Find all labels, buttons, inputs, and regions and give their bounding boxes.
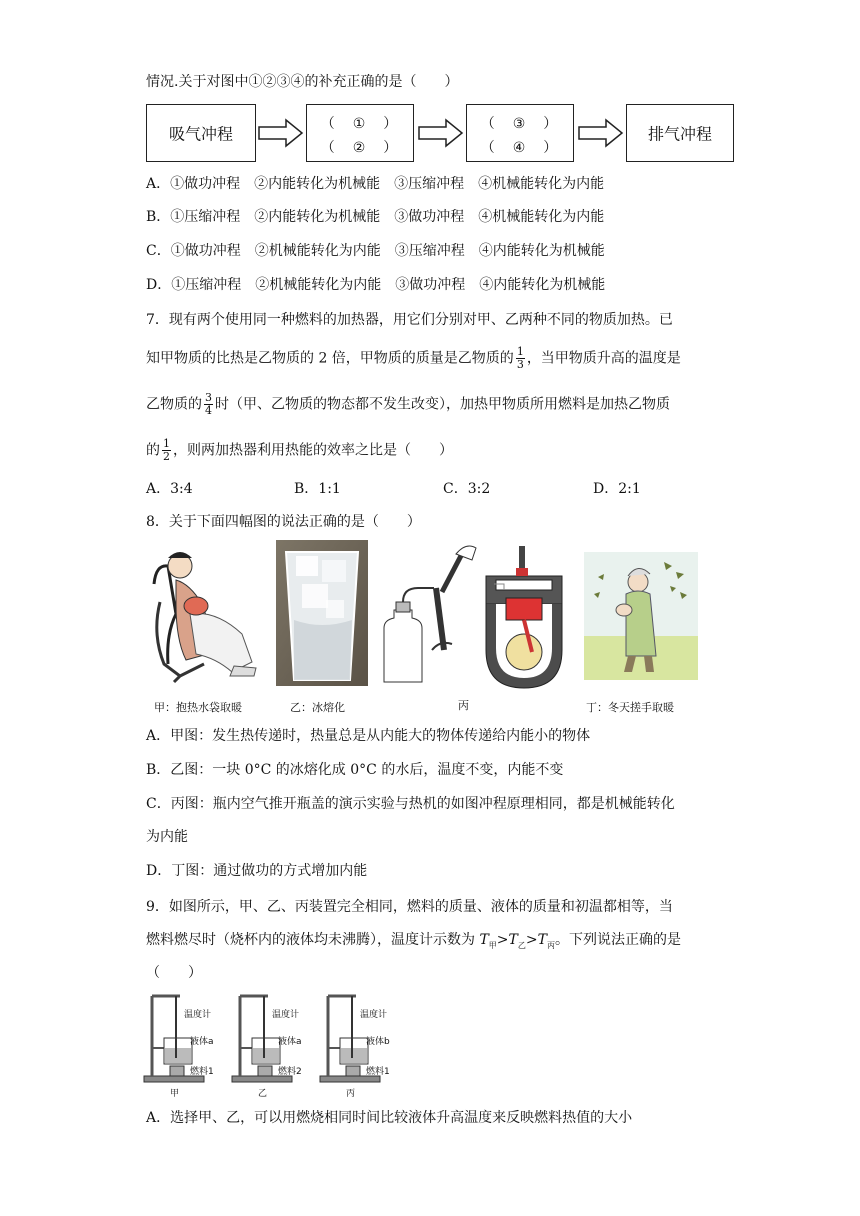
q6-option-a[interactable]: A．①做功冲程 ②内能转化为机械能 ③压缩冲程 ④机械能转化为内能 <box>146 176 605 192</box>
q9-line-2b: 。下列说法正确的是 <box>554 932 681 948</box>
q9-line-3: （ ） <box>146 965 202 981</box>
blank-3: （ ③ ） <box>480 116 560 132</box>
fraction-one-half: $\frac{1}{2}$ <box>163 437 170 463</box>
hot-water-bag-picture <box>146 544 264 684</box>
q7-option-a[interactable]: A．3:4 <box>146 481 193 497</box>
rubbing-hands-picture <box>584 552 698 680</box>
q7-line-4b: ，则两加热器利用热能的效率之比是（ ） <box>173 442 453 459</box>
caption-jia: 甲：抱热水袋取暖 <box>154 701 242 714</box>
exhaust-stroke-label: 排气冲程 <box>647 124 712 144</box>
fraction-three-quarters: $\frac{3}{4}$ <box>205 391 212 417</box>
melting-ice-picture <box>276 540 368 686</box>
q8-option-a[interactable]: A．甲图：发生热传递时，热量总是从内能大的物体传递给内能小的物体 <box>146 728 591 744</box>
flow-arrow-icon <box>418 118 464 148</box>
blank-box-1-2 <box>306 104 414 162</box>
blank-1: （ ① ） <box>320 116 400 132</box>
label-liquid-3: 液体b <box>366 1037 390 1047</box>
q7-line-3 <box>146 392 670 417</box>
q6-option-d[interactable]: D．①压缩冲程 ②机械能转化为内能 ③做功冲程 ④内能转化为机械能 <box>146 277 606 293</box>
q9-line-1: 9．如图所示，甲、乙、丙装置完全相同，燃料的质量、液体的质量和初温都相等，当 <box>146 899 673 915</box>
intake-stroke-box <box>146 104 256 162</box>
q8-option-c-cont: 为内能 <box>146 829 188 845</box>
q6-option-b[interactable]: B．①压缩冲程 ②内能转化为机械能 ③做功冲程 ④机械能转化为内能 <box>146 209 605 225</box>
q8-stem: 8．关于下面四幅图的说法正确的是（ ） <box>146 514 421 530</box>
q7-line-4a: 的 <box>146 442 160 459</box>
q7-line-2b: ，当甲物质升高的温度是 <box>526 350 681 367</box>
caption-yi: 乙：冰熔化 <box>290 701 345 714</box>
label-setup-jia: 甲 <box>170 1089 180 1099</box>
fraction-one-third: $\frac{1}{3}$ <box>516 345 524 371</box>
label-thermo-3: 温度计 <box>360 1010 388 1020</box>
q7-option-c[interactable]: C．3:2 <box>443 481 491 497</box>
q8-option-b[interactable]: B．乙图：一块 0°C 的冰熔化成 0°C 的水后，温度不变，内能不变 <box>146 762 564 778</box>
label-thermo-1: 温度计 <box>184 1010 212 1020</box>
bottle-and-engine-picture <box>376 540 572 690</box>
label-liquid-2: 液体a <box>278 1037 302 1047</box>
q8-option-d[interactable]: D．丁图：通过做功的方式增加内能 <box>146 863 368 879</box>
q9-line-2: 燃料燃尽时（烧杯内的液体均未沸腾），温度计示数为 $T_甲>T_乙>T_丙$。下列说法正确的是 <box>146 932 681 950</box>
blank-2: （ ② ） <box>320 140 400 156</box>
q7-line-4 <box>146 438 453 463</box>
blank-4: （ ④ ） <box>480 140 560 156</box>
q9-option-a[interactable]: A．选择甲、乙，可以用燃烧相同时间比较液体升高温度来反映燃料热值的大小 <box>146 1110 633 1126</box>
q7-option-b[interactable]: B．1:1 <box>294 481 341 497</box>
flow-arrow-icon <box>578 118 624 148</box>
flow-arrow-icon <box>258 118 304 148</box>
q6-option-c[interactable]: C．①做功冲程 ②机械能转化为内能 ③压缩冲程 ④内能转化为机械能 <box>146 243 605 259</box>
exhaust-stroke-box <box>626 104 734 162</box>
label-thermo-2: 温度计 <box>272 1010 300 1020</box>
q9-line-2a: 燃料燃尽时（烧杯内的液体均未沸腾），温度计示数为 <box>146 932 475 948</box>
blank-box-3-4 <box>466 104 574 162</box>
label-fuel-1: 燃料1 <box>190 1067 214 1077</box>
q7-line-1: 7．现有两个使用同一种燃料的加热器，用它们分别对甲、乙两种不同的物质加热。已 <box>146 312 673 328</box>
intake-stroke-label: 吸气冲程 <box>168 124 233 144</box>
q6-intro: 情况.关于对图中①②③④的补充正确的是（ ） <box>146 74 459 90</box>
q7-line-2 <box>146 346 681 371</box>
label-setup-bing: 丙 <box>346 1089 356 1099</box>
caption-bing: 丙 <box>458 699 469 712</box>
label-setup-yi: 乙 <box>258 1089 268 1099</box>
label-liquid-1: 液体a <box>190 1037 214 1047</box>
q7-line-2a: 知甲物质的比热是乙物质的 2 倍，甲物质的质量是乙物质的 <box>146 350 514 367</box>
label-fuel-3: 燃料1 <box>366 1067 390 1077</box>
q7-line-3b: 时（甲、乙物质的物态都不发生改变），加热甲物质所用燃料是加热乙物质 <box>215 396 670 413</box>
caption-ding: 丁：冬天搓手取暖 <box>586 701 674 714</box>
q7-option-d[interactable]: D．2:1 <box>593 481 641 497</box>
q8-option-c[interactable]: C．丙图：瓶内空气推开瓶盖的演示实验与热机的如图冲程原理相同，都是机械能转化 <box>146 796 675 812</box>
label-fuel-2: 燃料2 <box>278 1067 302 1077</box>
q7-line-3a: 乙物质的 <box>146 396 202 413</box>
